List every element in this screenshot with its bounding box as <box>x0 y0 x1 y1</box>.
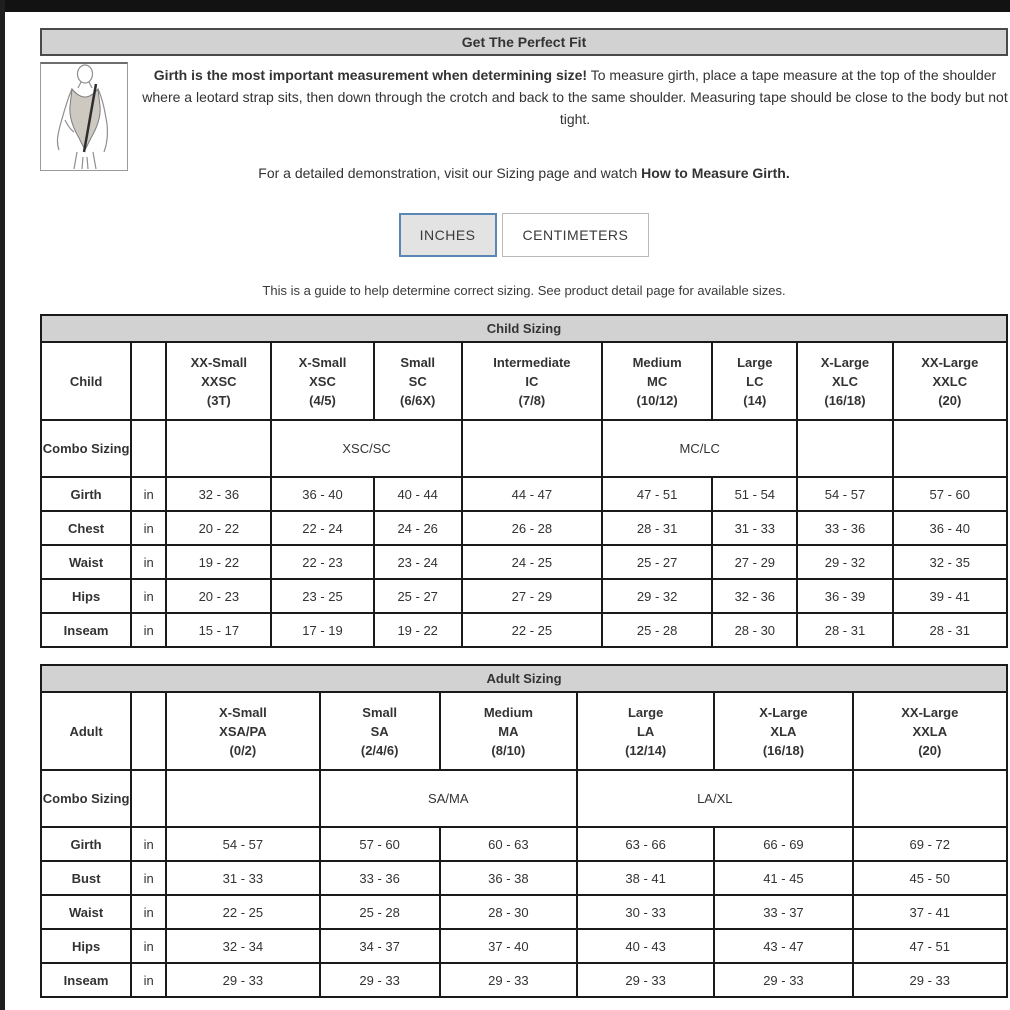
unit-header-cell <box>131 692 166 770</box>
size-column-header: Large LC (14) <box>712 342 797 420</box>
table-row-header: Child <box>41 342 131 420</box>
measurement-label: Waist <box>41 895 131 929</box>
measurement-value: 41 - 45 <box>714 861 852 895</box>
measurement-value: 47 - 51 <box>853 929 1007 963</box>
measurement-value: 27 - 29 <box>712 545 797 579</box>
measurement-value: 38 - 41 <box>577 861 714 895</box>
unit-cell: in <box>131 545 166 579</box>
measurement-value: 25 - 27 <box>602 545 712 579</box>
measurement-value: 24 - 26 <box>374 511 462 545</box>
measurement-value: 28 - 30 <box>712 613 797 647</box>
measurement-value: 25 - 28 <box>602 613 712 647</box>
combo-unit-cell <box>131 420 166 477</box>
girth-intro-section <box>40 62 1008 171</box>
measurement-value: 26 - 28 <box>462 511 602 545</box>
unit-cell: in <box>131 579 166 613</box>
size-column-header: X-Small XSA/PA (0/2) <box>166 692 319 770</box>
measurement-value: 22 - 25 <box>166 895 319 929</box>
measurement-value: 36 - 38 <box>440 861 577 895</box>
combo-cell: SA/MA <box>320 770 578 827</box>
combo-cell <box>166 420 271 477</box>
combo-unit-cell <box>131 770 166 827</box>
measurement-value: 36 - 40 <box>271 477 373 511</box>
combo-cell <box>853 770 1007 827</box>
girth-instructions <box>142 64 1008 171</box>
size-column-header: XX-Large XXLA (20) <box>853 692 1007 770</box>
combo-cell <box>166 770 319 827</box>
measurement-value: 36 - 40 <box>893 511 1007 545</box>
size-column-header: XX-Small XXSC (3T) <box>166 342 271 420</box>
child-sizing-table <box>40 314 1008 648</box>
unit-cell: in <box>131 963 166 997</box>
unit-cell: in <box>131 613 166 647</box>
unit-header-cell <box>131 342 166 420</box>
girth-diagram-image <box>40 62 128 171</box>
measurement-value: 43 - 47 <box>714 929 852 963</box>
measurement-value: 44 - 47 <box>462 477 602 511</box>
measurement-value: 25 - 27 <box>374 579 462 613</box>
measurement-label: Girth <box>41 477 131 511</box>
unit-cell: in <box>131 511 166 545</box>
centimeters-button[interactable]: CENTIMETERS <box>502 213 650 257</box>
measurement-value: 23 - 24 <box>374 545 462 579</box>
measurement-value: 28 - 31 <box>797 613 892 647</box>
measurement-value: 32 - 34 <box>166 929 319 963</box>
adult-sizing-table <box>40 664 1008 998</box>
measurement-value: 31 - 33 <box>712 511 797 545</box>
measurement-value: 29 - 33 <box>440 963 577 997</box>
measurement-label: Inseam <box>41 963 131 997</box>
window-top-border <box>0 0 1010 12</box>
table-caption: Adult Sizing <box>41 665 1007 692</box>
measurement-value: 45 - 50 <box>853 861 1007 895</box>
size-column-header: X-Large XLC (16/18) <box>797 342 892 420</box>
size-column-header: Medium MA (8/10) <box>440 692 577 770</box>
sizing-guide-note: This is a guide to help determine correct sizing. See product detail page for available sizes. <box>262 283 786 298</box>
fit-header-bar <box>40 28 1008 56</box>
measurement-value: 29 - 33 <box>714 963 852 997</box>
measurement-value: 54 - 57 <box>166 827 319 861</box>
unit-cell: in <box>131 895 166 929</box>
measurement-value: 24 - 25 <box>462 545 602 579</box>
measurement-value: 29 - 33 <box>577 963 714 997</box>
inches-button[interactable]: INCHES <box>399 213 497 257</box>
measurement-value: 33 - 36 <box>320 861 440 895</box>
measurement-label: Waist <box>41 545 131 579</box>
table-caption: Child Sizing <box>41 315 1007 342</box>
measurement-value: 32 - 35 <box>893 545 1007 579</box>
combo-cell: LA/XL <box>577 770 853 827</box>
measurement-value: 15 - 17 <box>166 613 271 647</box>
size-column-header: X-Small XSC (4/5) <box>271 342 373 420</box>
size-column-header: Small SC (6/6X) <box>374 342 462 420</box>
measurement-value: 19 - 22 <box>374 613 462 647</box>
size-column-header: XX-Large XXLC (20) <box>893 342 1007 420</box>
measurement-value: 51 - 54 <box>712 477 797 511</box>
measurement-label: Chest <box>41 511 131 545</box>
demo-line-bold: How to Measure Girth. <box>641 165 790 181</box>
measurement-value: 29 - 33 <box>853 963 1007 997</box>
combo-cell: XSC/SC <box>271 420 461 477</box>
measurement-value: 22 - 23 <box>271 545 373 579</box>
measurement-value: 57 - 60 <box>893 477 1007 511</box>
measurement-value: 32 - 36 <box>166 477 271 511</box>
size-column-header: Intermediate IC (7/8) <box>462 342 602 420</box>
measurement-label: Inseam <box>41 613 131 647</box>
page-title: Get The Perfect Fit <box>461 34 587 50</box>
measurement-value: 33 - 36 <box>797 511 892 545</box>
measurement-value: 31 - 33 <box>166 861 319 895</box>
girth-instructions-body: To measure girth, place a tape measure at the top of the shoulder where a leotard strap sits, then down through the crotch and back to the same shoulder. Measuring tape should be close to the body but not tight. <box>142 67 1008 127</box>
measurement-value: 28 - 31 <box>602 511 712 545</box>
measurement-value: 37 - 41 <box>853 895 1007 929</box>
measurement-value: 29 - 32 <box>797 545 892 579</box>
size-column-header: X-Large XLA (16/18) <box>714 692 852 770</box>
combo-sizing-label: Combo Sizing <box>41 770 131 827</box>
measurement-value: 60 - 63 <box>440 827 577 861</box>
measurement-value: 33 - 37 <box>714 895 852 929</box>
measurement-value: 20 - 23 <box>166 579 271 613</box>
sizing-page <box>40 28 1008 998</box>
measurement-value: 28 - 31 <box>893 613 1007 647</box>
window-left-border <box>0 0 5 1010</box>
measurement-value: 25 - 28 <box>320 895 440 929</box>
measurement-value: 22 - 24 <box>271 511 373 545</box>
size-column-header: Large LA (12/14) <box>577 692 714 770</box>
combo-cell <box>462 420 602 477</box>
measurement-value: 29 - 33 <box>166 963 319 997</box>
girth-instructions-lead: Girth is the most important measurement when determining size! <box>153 67 588 83</box>
combo-sizing-label: Combo Sizing <box>41 420 131 477</box>
measurement-label: Bust <box>41 861 131 895</box>
measurement-value: 40 - 43 <box>577 929 714 963</box>
size-column-header: Small SA (2/4/6) <box>320 692 440 770</box>
measurement-value: 66 - 69 <box>714 827 852 861</box>
unit-cell: in <box>131 929 166 963</box>
measurement-value: 39 - 41 <box>893 579 1007 613</box>
unit-cell: in <box>131 477 166 511</box>
measurement-value: 69 - 72 <box>853 827 1007 861</box>
measurement-value: 63 - 66 <box>577 827 714 861</box>
measurement-value: 28 - 30 <box>440 895 577 929</box>
measurement-label: Hips <box>41 579 131 613</box>
measurement-value: 36 - 39 <box>797 579 892 613</box>
measurement-value: 23 - 25 <box>271 579 373 613</box>
unit-toggle <box>40 213 1008 257</box>
measurement-value: 27 - 29 <box>462 579 602 613</box>
measurement-value: 29 - 32 <box>602 579 712 613</box>
measurement-value: 47 - 51 <box>602 477 712 511</box>
measurement-value: 29 - 33 <box>320 963 440 997</box>
measurement-label: Hips <box>41 929 131 963</box>
combo-cell: MC/LC <box>602 420 797 477</box>
measurement-value: 54 - 57 <box>797 477 892 511</box>
leotard-figure-icon <box>41 64 127 170</box>
measurement-value: 30 - 33 <box>577 895 714 929</box>
measurement-value: 57 - 60 <box>320 827 440 861</box>
size-column-header: Medium MC (10/12) <box>602 342 712 420</box>
measurement-value: 40 - 44 <box>374 477 462 511</box>
measurement-value: 22 - 25 <box>462 613 602 647</box>
measurement-value: 32 - 36 <box>712 579 797 613</box>
measurement-value: 20 - 22 <box>166 511 271 545</box>
table-row-header: Adult <box>41 692 131 770</box>
measurement-value: 17 - 19 <box>271 613 373 647</box>
measurement-value: 19 - 22 <box>166 545 271 579</box>
combo-cell <box>893 420 1007 477</box>
unit-cell: in <box>131 827 166 861</box>
measurement-label: Girth <box>41 827 131 861</box>
combo-cell <box>797 420 892 477</box>
unit-cell: in <box>131 861 166 895</box>
measurement-value: 37 - 40 <box>440 929 577 963</box>
measurement-value: 34 - 37 <box>320 929 440 963</box>
demo-line-text: For a detailed demonstration, visit our Sizing page and watch <box>258 165 642 181</box>
